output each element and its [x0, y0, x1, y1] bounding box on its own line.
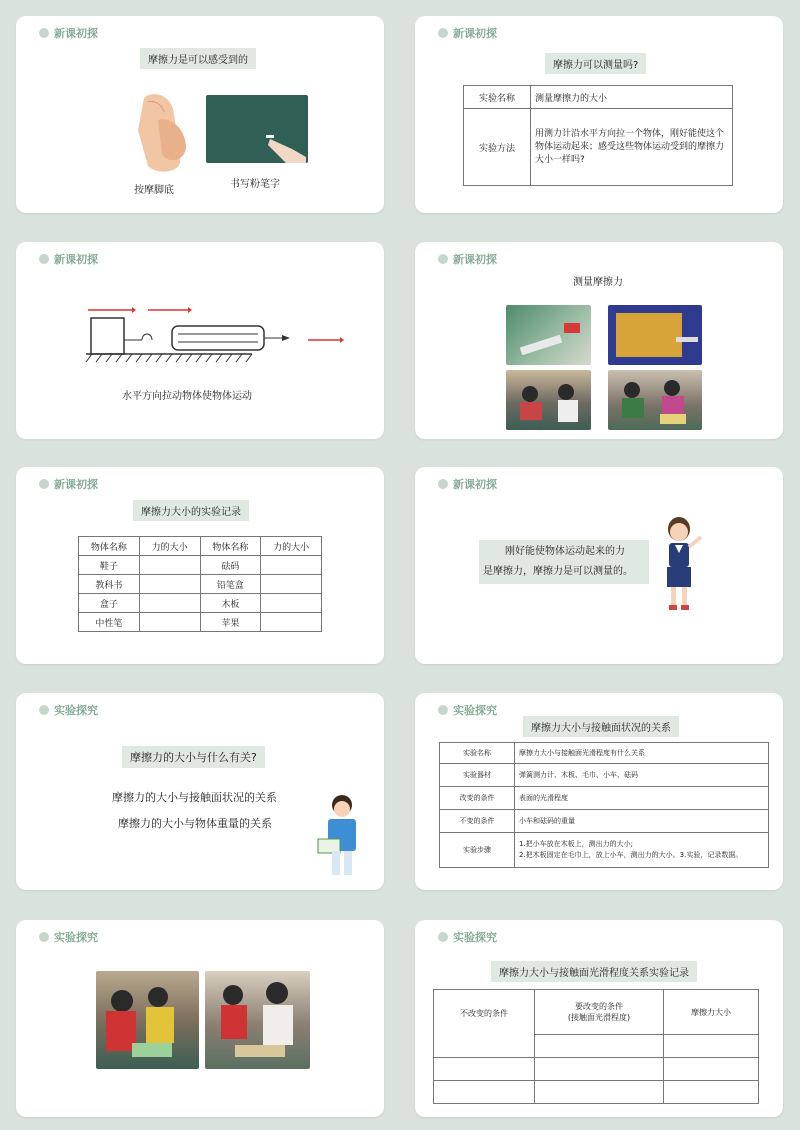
caption-chalk: 书写粉笔字 — [230, 179, 280, 190]
table-row — [440, 764, 769, 787]
caption-foot: 按摩脚底 — [134, 185, 174, 196]
section-tag — [39, 702, 98, 718]
section-tag-text: 新课初探 — [453, 253, 497, 266]
table-cell — [261, 594, 322, 613]
table-cell — [535, 1081, 664, 1104]
scale-on-table — [506, 305, 591, 365]
tag-dot-icon — [438, 479, 448, 489]
table-cell: 木板 — [200, 594, 261, 613]
table-cell: 用测力计沿水平方向拉一个物体，刚好能使这个物体运动起来；感受这些物体运动受到的摩擦力大小一样吗? — [531, 109, 733, 186]
table-row — [440, 743, 769, 764]
record-table — [78, 536, 322, 632]
section-tag-text: 实验探究 — [453, 931, 497, 944]
slide-8[interactable] — [415, 693, 783, 890]
table-cell — [664, 1081, 759, 1104]
table-cell — [434, 1058, 535, 1081]
topic-item-1: 摩擦力的大小与接触面状况的关系 — [112, 791, 277, 804]
table-cell: 实验名称 — [440, 743, 515, 764]
table-cell: 改变的条件 — [440, 787, 515, 810]
table-cell: 摩擦力大小与接触面光滑程度有什么关系 — [515, 743, 769, 764]
slide-2[interactable] — [415, 16, 783, 213]
slide-5[interactable] — [16, 467, 384, 664]
section-tag — [39, 251, 98, 267]
table-cell — [535, 1035, 664, 1058]
table-cell: 实验器材 — [440, 764, 515, 787]
section-tag — [438, 929, 497, 945]
table-cell — [139, 613, 200, 632]
section-tag-text: 实验探究 — [453, 704, 497, 717]
table-cell: 教科书 — [79, 575, 140, 594]
table-cell: 铅笔盒 — [200, 575, 261, 594]
students-measuring — [608, 370, 702, 430]
table-cell — [139, 575, 200, 594]
tag-dot-icon — [39, 479, 49, 489]
table-row — [79, 575, 322, 594]
chalk-writing-photo — [206, 95, 308, 163]
table-header-row — [434, 990, 759, 1035]
header-line-1: 要改变的条件 — [575, 1002, 623, 1011]
tag-dot-icon — [39, 254, 49, 264]
table-header: 摩擦力大小 — [664, 990, 759, 1035]
students-photo-2 — [205, 971, 310, 1069]
tag-dot-icon — [39, 705, 49, 715]
students-photo-1 — [96, 971, 199, 1069]
table-cell — [261, 556, 322, 575]
table-cell — [139, 594, 200, 613]
experiment-design-table — [439, 742, 769, 868]
experiment-table — [463, 85, 733, 186]
section-tag — [39, 929, 98, 945]
table-row — [79, 613, 322, 632]
table-header-row — [79, 537, 322, 556]
slide-title: 测量摩擦力 — [573, 277, 623, 288]
table-cell: 鞋子 — [79, 556, 140, 575]
table-cell — [535, 1058, 664, 1081]
table-row — [440, 810, 769, 833]
record-table — [433, 989, 759, 1104]
section-tag — [438, 476, 497, 492]
table-row — [440, 833, 769, 868]
section-tag — [438, 251, 497, 267]
section-tag-text: 新课初探 — [54, 253, 98, 266]
students-group — [506, 370, 591, 430]
table-cell: 盒子 — [79, 594, 140, 613]
slide-title: 摩擦力大小的实验记录 — [133, 500, 249, 521]
section-tag — [438, 702, 497, 718]
slide-6[interactable] — [415, 467, 783, 664]
block — [91, 318, 124, 354]
tag-dot-icon — [438, 28, 448, 38]
question-title: 摩擦力的大小与什么有关? — [122, 746, 265, 768]
students-experiment-2 — [205, 971, 310, 1069]
table-header — [535, 990, 664, 1035]
tag-dot-icon — [438, 254, 448, 264]
section-tag — [39, 476, 98, 492]
table-row — [464, 109, 733, 186]
section-tag-text: 新课初探 — [453, 27, 497, 40]
section-tag-text: 新课初探 — [54, 478, 98, 491]
slide-9[interactable] — [16, 920, 384, 1117]
section-tag-text: 新课初探 — [54, 27, 98, 40]
slide-title: 摩擦力是可以感受到的 — [140, 48, 256, 69]
table-row — [79, 594, 322, 613]
section-tag-text: 新课初探 — [453, 478, 497, 491]
table-header: 物体名称 — [79, 537, 140, 556]
tag-dot-icon — [39, 932, 49, 942]
chalkboard-hand — [206, 95, 308, 163]
boy-student-illustration — [316, 793, 370, 879]
table-cell — [664, 1058, 759, 1081]
slide-title: 摩擦力大小与接触面状况的关系 — [523, 716, 679, 737]
section-tag — [438, 25, 497, 41]
table-cell — [139, 556, 200, 575]
slide-title: 摩擦力可以测量吗? — [545, 53, 646, 74]
table-cell: 小车和砝码的重量 — [515, 810, 769, 833]
lab-photo-2 — [608, 305, 702, 365]
table-row — [79, 556, 322, 575]
table-header: 力的大小 — [261, 537, 322, 556]
step-line-1: 1.把小车放在木板上，测出力的大小; — [519, 840, 634, 848]
table-cell: 苹果 — [200, 613, 261, 632]
students-experiment-1 — [96, 971, 199, 1069]
foot-hand-illustration — [128, 90, 190, 176]
diagram-caption: 水平方向拉动物体使物体运动 — [122, 391, 252, 402]
header-line-2: (接触面光滑程度) — [567, 1013, 631, 1022]
table-row — [434, 1081, 759, 1104]
conclusion-line-1: 刚好能使物体运动起来的力 — [505, 546, 625, 557]
conclusion-line-2: 是摩擦力，摩擦力是可以测量的。 — [483, 566, 633, 577]
slide-3[interactable] — [16, 242, 384, 439]
table-cell: 弹簧测力计、木板、毛巾、小车、砝码 — [515, 764, 769, 787]
section-tag-text: 实验探究 — [54, 931, 98, 944]
table-header: 力的大小 — [139, 537, 200, 556]
slide-10[interactable] — [415, 920, 783, 1117]
table-cell — [261, 613, 322, 632]
table-cell: 测量摩擦力的大小 — [531, 86, 733, 109]
tag-dot-icon — [438, 705, 448, 715]
step-line-2: 2.把木板固定在毛巾上，放上小车，测出力的大小。3.实验，记录数据。 — [519, 851, 743, 859]
table-header: 不改变的条件 — [434, 990, 535, 1058]
table-row — [434, 1058, 759, 1081]
table-row — [440, 787, 769, 810]
spring-scale — [172, 326, 264, 350]
conclusion-box — [479, 540, 649, 584]
lab-photo-3 — [506, 370, 591, 430]
lab-photo-4 — [608, 370, 702, 430]
table-cell — [261, 575, 322, 594]
section-tag-text: 实验探究 — [54, 704, 98, 717]
girl-student-illustration — [655, 515, 711, 615]
table-cell: 实验方法 — [464, 109, 531, 186]
table-cell: 中性笔 — [79, 613, 140, 632]
table-cell: 实验名称 — [464, 86, 531, 109]
spring-scale-diagram — [76, 298, 376, 378]
table-cell: 砝码 — [200, 556, 261, 575]
board-on-desk — [608, 305, 702, 365]
tag-dot-icon — [438, 932, 448, 942]
table-cell: 实验步骤 — [440, 833, 515, 868]
lab-photo-1 — [506, 305, 591, 365]
table-cell — [515, 833, 769, 868]
slide-7[interactable] — [16, 693, 384, 890]
table-row — [464, 86, 733, 109]
tag-dot-icon — [39, 28, 49, 38]
section-tag — [39, 25, 98, 41]
table-cell: 表面的光滑程度 — [515, 787, 769, 810]
topic-item-2: 摩擦力的大小与物体重量的关系 — [118, 817, 272, 830]
slide-4[interactable] — [415, 242, 783, 439]
table-cell — [434, 1081, 535, 1104]
foot-massage-photo — [128, 90, 190, 176]
table-header: 物体名称 — [200, 537, 261, 556]
slide-title: 摩擦力大小与接触面光滑程度关系实验记录 — [491, 961, 697, 982]
table-cell — [664, 1035, 759, 1058]
slide-1[interactable] — [16, 16, 384, 213]
table-cell: 不变的条件 — [440, 810, 515, 833]
